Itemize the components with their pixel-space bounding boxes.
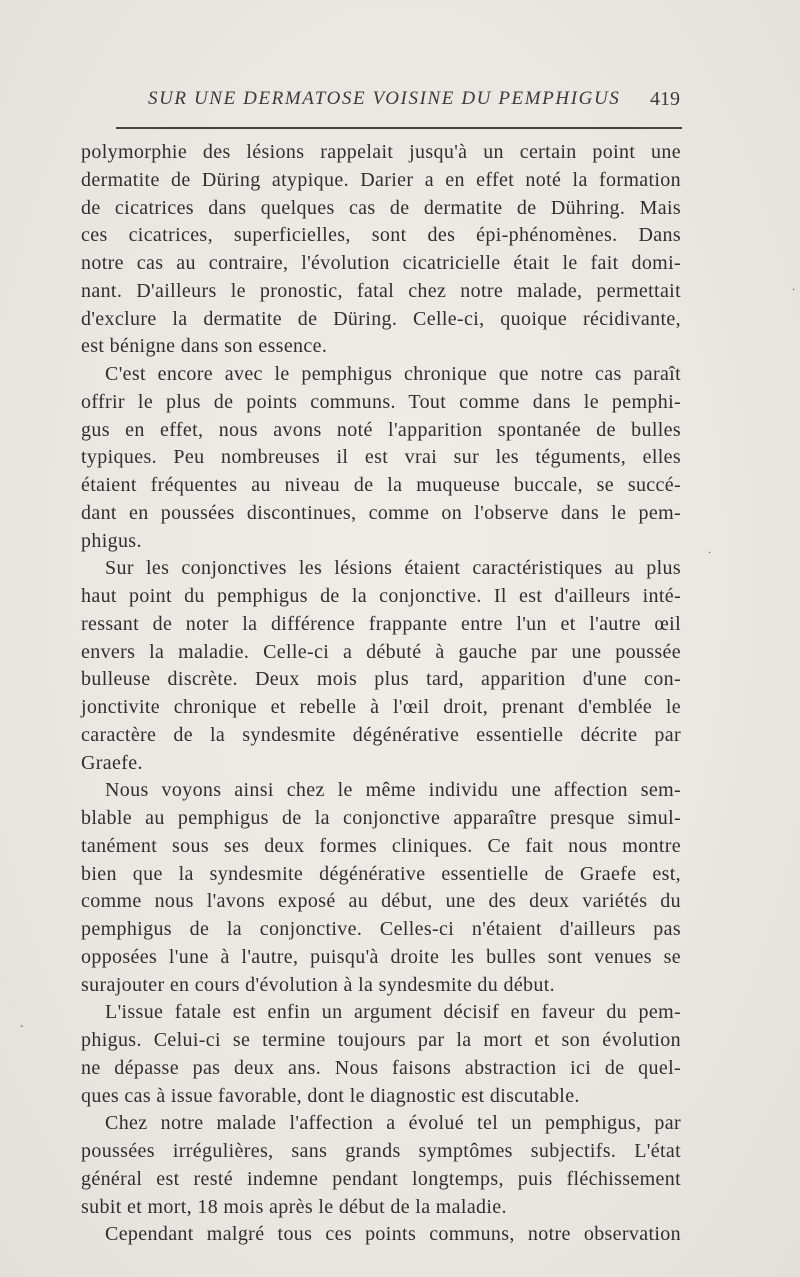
text-line: polymorphie des lésions rappelait jusqu'à un certain point une: [81, 141, 681, 163]
text-line: Sur les conjonctives les lésions étaient caractéristiques au plus: [105, 557, 681, 580]
text-line: Chez notre malade l'affection a évolué tel un pemphigus, par: [105, 1112, 681, 1135]
body-text: [81, 139, 681, 1249]
text-line: tanément sous ses deux formes cliniques. Ce fait nous montre: [81, 834, 681, 857]
text-line: C'est encore avec le pemphigus chronique que notre cas paraît: [105, 363, 681, 385]
text-line: ques cas à issue favorable, dont le diagnostic est discutable.: [81, 1084, 580, 1107]
text-line: Graefe.: [81, 751, 143, 774]
text-line: d'exclure la dermatite de Düring. Celle-ci, quoique récidivante,: [81, 307, 681, 330]
page-number: 419: [650, 88, 680, 110]
text-line: dermatite de Düring atypique. Darier a en effet noté la formation: [81, 168, 681, 191]
page-speck: -: [20, 1021, 24, 1032]
text-line: général est resté indemne pendant longtemps, puis fléchissement: [81, 1167, 681, 1190]
text-line: jonctivite chronique et rebelle à l'œil droit, prenant d'emblée le: [81, 696, 681, 718]
text-line: dant en poussées discontinues, comme on l'observe dans le pem-: [81, 501, 681, 524]
text-line: bien que la syndesmite dégénérative essentielle de Graefe est,: [81, 862, 681, 885]
text-line: ne dépasse pas deux ans. Nous faisons abstraction ici de quel-: [81, 1056, 681, 1079]
text-line: Nous voyons ainsi chez le même individu une affection sem-: [105, 779, 681, 802]
text-line: comme nous l'avons exposé au début, une des deux variétés du: [81, 890, 681, 913]
text-line: envers la maladie. Celle-ci a débuté à gauche par une poussée: [81, 640, 681, 663]
running-header: [82, 88, 680, 118]
header-rule: [116, 127, 682, 129]
text-line: typiques. Peu nombreuses il est vrai sur les téguments, elles: [81, 446, 681, 469]
page-speck: ·: [708, 548, 712, 559]
text-line: nant. D'ailleurs le pronostic, fatal chez notre malade, permettait: [81, 279, 681, 302]
text-line: L'issue fatale est enfin un argument décisif en faveur du pem-: [105, 1001, 681, 1024]
text-line: étaient fréquentes au niveau de la muqueuse buccale, se succé-: [81, 474, 681, 496]
text-line: blable au pemphigus de la conjonctive apparaître presque simul-: [81, 807, 681, 829]
text-line: ces cicatrices, superficielles, sont des épi-phénomènes. Dans: [81, 224, 681, 247]
page-speck: ·: [792, 285, 796, 296]
text-line: de cicatrices dans quelques cas de dermatite de Dühring. Mais: [81, 196, 681, 219]
text-line: haut point du pemphigus de la conjonctive. Il est d'ailleurs inté-: [81, 585, 681, 607]
text-line: Cependant malgré tous ces points communs, notre observation: [105, 1223, 681, 1246]
text-line: ressant de noter la différence frappante entre l'un et l'autre œil: [81, 612, 681, 635]
text-line: caractère de la syndesmite dégénérative essentielle décrite par: [81, 723, 681, 746]
text-line: pemphigus de la conjonctive. Celles-ci n'étaient d'ailleurs pas: [81, 918, 681, 940]
text-line: offrir le plus de points communs. Tout comme dans le pemphi-: [81, 390, 681, 413]
text-line: surajouter en cours d'évolution à la syndesmite du début.: [81, 973, 556, 996]
text-line: phigus.: [81, 529, 142, 552]
text-line: opposées l'une à l'autre, puisqu'à droite les bulles sont venues se: [81, 945, 681, 968]
text-line: poussées irrégulières, sans grands symptômes subjectifs. L'état: [81, 1140, 681, 1162]
text-line: est bénigne dans son essence.: [81, 335, 328, 358]
text-line: subit et mort, 18 mois après le début de la maladie.: [81, 1195, 507, 1218]
text-line: bulleuse discrète. Deux mois plus tard, apparition d'une con-: [81, 668, 681, 691]
text-line: notre cas au contraire, l'évolution cicatricielle était le fait domi-: [81, 252, 681, 274]
running-title: SUR UNE DERMATOSE VOISINE DU PEMPHIGUS: [148, 88, 621, 109]
text-line: phigus. Celui-ci se termine toujours par la mort et son évolution: [81, 1029, 681, 1051]
text-line: gus en effet, nous avons noté l'apparition spontanée de bulles: [81, 418, 681, 441]
